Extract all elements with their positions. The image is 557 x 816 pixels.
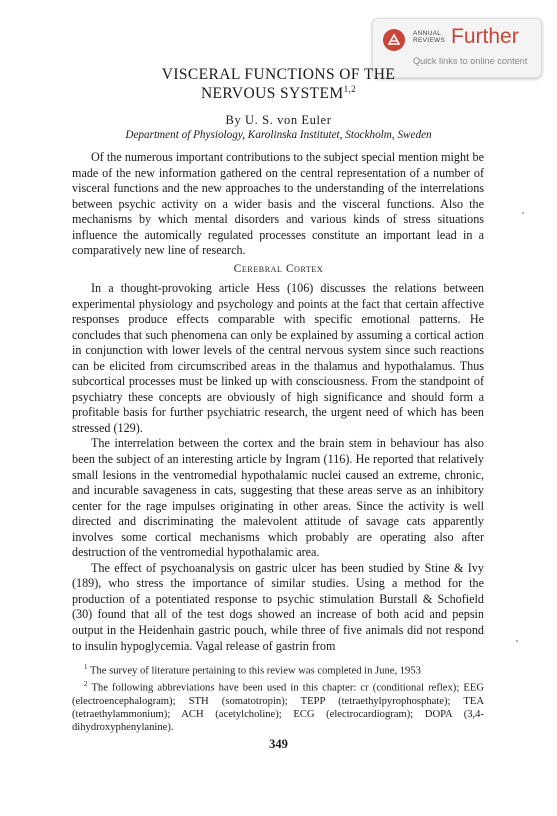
publisher-name: ANNUAL REVIEWS bbox=[413, 30, 446, 44]
intro-paragraph: Of the numerous important contributions to the subject special mention might be made of the new information gathered on the central representation of a number of visceral functions and the new approaches to the understanding of the interrelations between psychic activity on a wider basis and the visceral functions. Also the mechanisms by which mental disorders and various kinds of stress situations influence the automically regulated processes constitute an important lead in a comparatively new line of research. bbox=[72, 150, 484, 258]
further-brand: Further bbox=[451, 25, 519, 48]
footnote-mark: 2 bbox=[84, 679, 88, 688]
page-number: 349 bbox=[269, 737, 288, 751]
article-author: By U. S. von Euler bbox=[225, 113, 332, 127]
footnote-mark: 1 bbox=[84, 663, 88, 671]
author-affiliation: Department of Physiology, Karolinska Institutet, Stockholm, Sweden bbox=[125, 129, 432, 141]
section-paragraph: The effect of psychoanalysis on gastric ulcer has been studied by Stine & Ivy (189), who stress the importance of similar studies. Using a method for the production of a potentiated response to psychic stimulation Burstall & Schofield (30) found that all of the test dogs showed an increase of both acid and pepsin output in the Heidenhain gastric pouch, while three of five animals did not respond to insulin hypoglycemia. Vagal release of gastrin from bbox=[72, 560, 484, 653]
title-footnote-marks: 1,2 bbox=[343, 84, 357, 94]
annual-reviews-logo-icon bbox=[383, 29, 405, 51]
section-paragraph: In a thought-provoking article Hess (106) discusses the relations between experimental physiology and psychology and points at the fact that certain affective responses produce effects comparable with specific emotional patterns. He concludes that such phenomena can only be explained by assuming a cortical action in conjunction with lower levels of the central nervous system since such reactions can be elicited from circumscribed areas in the thalamus and hypothalamus. Thus subcortical processes must be linked up with consciousness. From the standpoint of psychiatry these concepts are obviously of high significance and should form a profitable basis for further psychiatric research, the urgent need of which has been stressed (129). bbox=[72, 281, 484, 435]
footnote bbox=[72, 661, 484, 678]
article-title-line2: NERVOUS SYSTEM$^{1,2}$ bbox=[200, 84, 357, 103]
section-paragraph: The interrelation between the cortex and the brain stem in behaviour has also been the subject of an interesting article by Ingram (116). He reported that relatively small lesions in the ventromedial hypothalamic nuclei caused an extreme, chronic, and incurable savageness in cats, suggesting that these areas serve as an inhibitory center for the rage impulses originating in other areas. Since the activity is well directed and discriminating the malevolent attitude of savage cats apparently involves some cortical mechanisms which probably are operating also after destruction of the ventromedial hypothalamic area. bbox=[72, 436, 484, 560]
intro-paragraph-block bbox=[72, 150, 484, 259]
scan-speck bbox=[516, 640, 518, 642]
footnote-text: The survey of literature pertaining to this review was completed in June, 1953 bbox=[89, 665, 421, 677]
section-body bbox=[72, 281, 484, 654]
scan-speck bbox=[522, 212, 524, 214]
section-heading: Cerebral Cortex bbox=[233, 263, 324, 275]
footnote bbox=[72, 678, 484, 735]
footnote-text: The following abbreviations have been used in this chapter: cr (conditional reflex); EEG (electroencephalogram); STH (somatotropin); TEPP (tetraethylpyrophosphate); TEA (tetraethylammonium); ACH (acetylcholine); ECG (electrocardiogram); DOPA (3,4-dihydroxyphenylanine). bbox=[72, 682, 484, 734]
article-title-line1: VISCERAL FUNCTIONS OF THE bbox=[161, 66, 396, 83]
footnotes bbox=[72, 661, 484, 735]
further-tagline: Quick links to online content bbox=[413, 56, 528, 66]
